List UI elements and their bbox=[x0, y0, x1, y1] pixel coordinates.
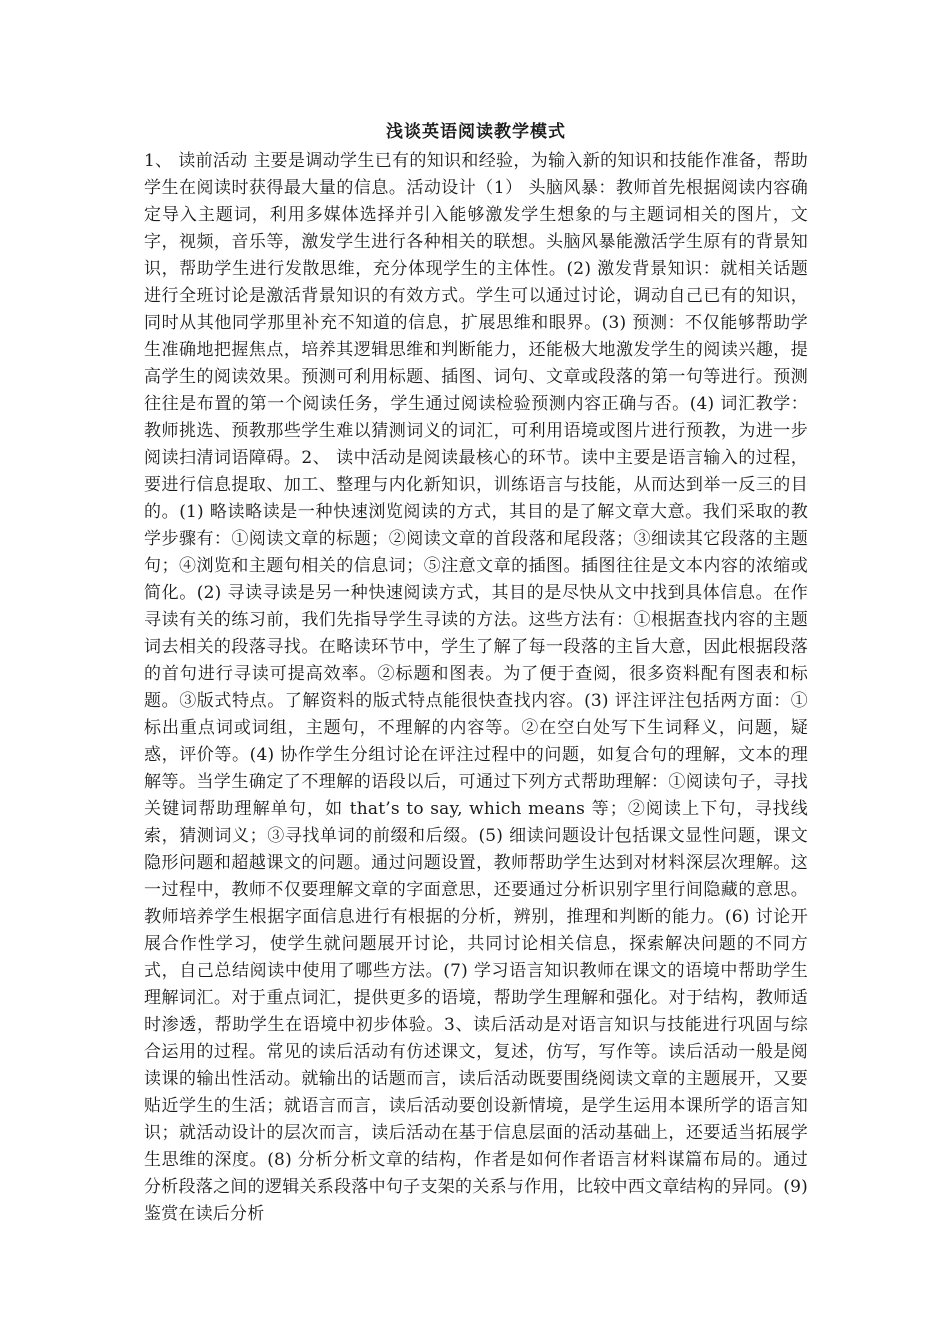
document-title: 浅谈英语阅读教学模式 bbox=[386, 122, 566, 142]
document-body-paragraph: 1、 读前活动 主要是调动学生已有的知识和经验，为输入新的知识和技能作准备，帮助学生在阅读时获得最大量的信息。活动设计（1） 头脑风暴：教师首先根据阅读内容确定导入主题词，利用多媒体选择并引入能够激发学生想象的与主题词相关的图片，文字，视频，音乐等，激发学生进行各种相关的联想。头脑风暴能激活学生原有的背景知识，帮助学生进行发散思维，充分体现学生的主体性。(2) 激发背景知识：就相关话题进行全班讨论是激活背景知识的有效方式。学生可以通过讨论，调动自己已有的知识，同时从其他同学那里补充不知道的信息，扩展思维和眼界。(3) 预测：不仅能够帮助学生准确地把握焦点，培养其逻辑思维和判断能力，还能极大地激发学生的阅读兴趣，提高学生的阅读效果。预测可利用标题、插图、词句、文章或段落的第一句等进行。预测往往是布置的第一个阅读任务，学生通过阅读检验预测内容正确与否。(4) 词汇教学：教师挑选、预教那些学生难以猜测词义的词汇，可利用语境或图片进行预教，为进一步阅读扫清词语障碍。2、 读中活动是阅读最核心的环节。读中主要是语言输入的过程，要进行信息提取、加工、整理与内化新知识，训练语言与技能，从而达到举一反三的目的。(1) 略读略读是一种快速浏览阅读的方式，其目的是了解文章大意。我们采取的教学步骤有：①阅读文章的标题；②阅读文章的首段落和尾段落；③细读其它段落的主题句；④浏览和主题句相关的信息词；⑤注意文章的插图。插图往往是文本内容的浓缩或简化。(2) 寻读寻读是另一种快速阅读方式，其目的是尽快从文中找到具体信息。在作寻读有关的练习前，我们先指导学生寻读的方法。这些方法有：①根据查找内容的主题词去相关的段落寻找。在略读环节中，学生了解了每一段落的主旨大意，因此根据段落的首句进行寻读可提高效率。②标题和图表。为了便于查阅，很多资料配有图表和标题。③版式特点。了解资料的版式特点能很快查找内容。(3) 评注评注包括两方面：①标出重点词或词组，主题句，不理解的内容等。②在空白处写下生词释义，问题，疑惑，评价等。(4) 协作学生分组讨论在评注过程中的问题，如复合句的理解，文本的理解等。当学生确定了不理解的语段以后，可通过下列方式帮助理解：①阅读句子，寻找关键词帮助理解单句，如 that’s to say, which means 等；②阅读上下句，寻找线索，猜测词义；③寻找单词的前缀和后缀。(5) 细读问题设计包括课文显性问题，课文隐形问题和超越课文的问题。通过问题设置，教师帮助学生达到对材料深层次理解。这一过程中，教师不仅要理解文章的字面意思，还要通过分析识别字里行间隐藏的意思。教师培养学生根据字面信息进行有根据的分析，辨别，推理和判断的能力。(6) 讨论开展合作性学习，使学生就问题展开讨论，共同讨论相关信息，探索解决问题的不同方式，自己总结阅读中使用了哪些方法。(7) 学习语言知识教师在课文的语境中帮助学生理解词汇。对于重点词汇，提供更多的语境，帮助学生理解和强化。对于结构，教师适时渗透，帮助学生在语境中初步体验。3、读后活动是对语言知识与技能进行巩固与综合运用的过程。常见的读后活动有仿述课文，复述，仿写，写作等。读后活动一般是阅读课的输出性活动。就输出的话题而言，读后活动既要围绕阅读文章的主题展开，又要贴近学生的生活；就语言而言，读后活动要创设新情境，是学生运用本课所学的语言知识；就活动设计的层次而言，读后活动在基于信息层面的活动基础上，还要适当拓展学生思维的深度。(8) 分析分析文章的结构，作者是如何作者语言材料谋篇布局的。通过分析段落之间的逻辑关系段落中句子支架的关系与作用，比较中西文章结构的异同。(9) 鉴赏在读后分析 bbox=[144, 151, 808, 1224]
document-page bbox=[144, 118, 808, 1228]
